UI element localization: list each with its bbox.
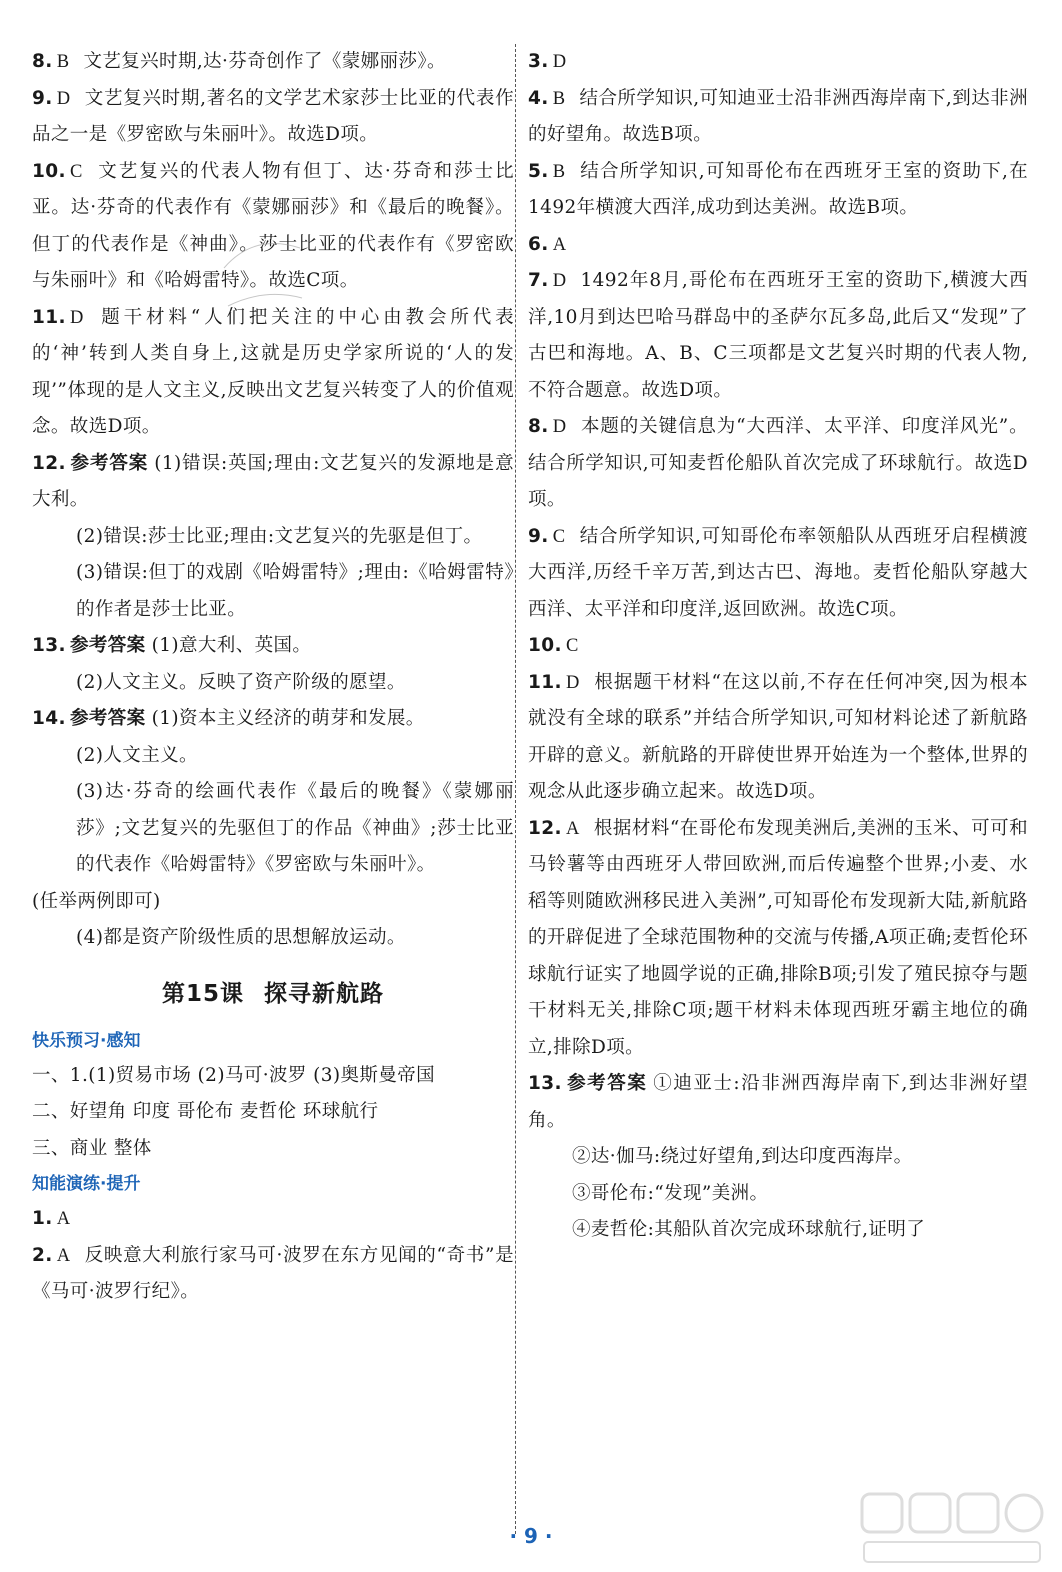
exercise-6: 6. A — [528, 233, 567, 255]
right-column — [528, 44, 1028, 1249]
exercise-13-part-3: ③哥伦布:“发现”美洲。 — [572, 1182, 769, 1204]
exercise-13-part-4: ④麦哲伦:其船队首次完成环球航行,证明了 — [572, 1219, 926, 1240]
exercise-10: 10. C — [528, 635, 579, 656]
exercise-2: 2. A 反映意大利旅行家马可·波罗在东方见闻的“奇书”是《马可·波罗行纪》。 — [32, 1244, 514, 1302]
answer-14-part-4: (4)都是资产阶级性质的思想解放运动。 — [76, 927, 406, 948]
section-heading-preview: 快乐预习·感知 — [32, 1030, 141, 1051]
exercise-9: 9. C 结合所学知识,可知哥伦布率领船队从西班牙启程横渡大西洋,历经千辛万苦,到达古巴、海地。麦哲伦船队穿越大西洋、太平洋和印度洋,返回欧洲。故选C项。 — [528, 525, 1028, 620]
section-heading-practice: 知能演练·提升 — [32, 1174, 141, 1194]
page-number: · 9 · — [509, 1524, 553, 1548]
exercise-13-part-2: ②达·伽马:绕过好望角,到达印度西海岸。 — [572, 1146, 913, 1167]
preview-item-1: 一、1.(1)贸易市场 (2)马可·波罗 (3)奥斯曼帝国 — [32, 1064, 436, 1086]
exercise-11: 11. D 根据题干材料“在这以前,不存在任何冲突,因为根本就没有全球的联系”并结合所学知识,可知材料论述了新航路开辟的意义。新航路的开辟使世界开始连为一个整体,世界的观念从此逐步确立起来。故选D项。 — [528, 671, 1028, 802]
answer-14: 14. 参考答案 (1)资本主义经济的萌芽和发展。 — [32, 708, 425, 729]
answer-12: 12. 参考答案 (1)错误:英国;理由:文艺复兴的发源地是意大利。 — [32, 452, 514, 510]
answer-12-part-3: (3)错误:但丁的戏剧《哈姆雷特》;理由:《哈姆雷特》的作者是莎士比亚。 — [76, 562, 514, 620]
exercise-5: 5. B 结合所学知识,可知哥伦布在西班牙王室的资助下,在1492年横渡大西洋,成功到达美洲。故选B项。 — [528, 160, 1028, 218]
answer-11: 11. D 题干材料“人们把关注的中心由教会所代表的‘神’转到人类自身上,这就是历史学家所说的‘人的发现’”体现的是人文主义,反映出文艺复兴转变了人的价值观念。故选D项。 — [32, 306, 514, 437]
answer-13: 13. 参考答案 (1)意大利、英国。 — [32, 635, 312, 656]
answer-13-part-2: (2)人文主义。反映了资产阶级的愿望。 — [76, 671, 406, 693]
watermark-graphic — [214, 228, 310, 316]
answer-10: 10. C 文艺复兴的代表人物有但丁、达·芬奇和莎士比亚。达·芬奇的代表作有《蒙娜丽莎》和《最后的晚餐》。但丁的代表作是《神曲》。莎士比亚的代表作有《罗密欧与朱丽叶》和《哈姆雷特》。故选C项。 — [32, 160, 514, 291]
exercise-13: 13. 参考答案 ①迪亚士:沿非洲西海岸南下,到达非洲好望角。 — [528, 1073, 1028, 1131]
preview-item-3: 三、商业 整体 — [32, 1137, 152, 1159]
lesson-title: 第15课 探寻新航路 — [161, 980, 384, 1007]
exercise-12: 12. A 根据材料“在哥伦布发现美洲后,美洲的玉米、可可和马铃薯等由西班牙人带回欧洲,而后传遍整个世界;小麦、水稻等则随欧洲移民进入美洲”,可知哥伦布发现新大陆,新航路的开辟促进了全球范围物种的交流与传播,A项正确;麦哲伦环球航行证实了地圆学说的正确,排除B项;引发了殖民掠夺与题干材料无关,排除C项;题干材料未体现西班牙霸主地位的确立,排除D项。 — [528, 817, 1028, 1058]
exercise-8: 8. D 本题的关键信息为“大西洋、太平洋、印度洋风光”。结合所学知识,可知麦哲伦船队首次完成了环球航行。故选D项。 — [528, 416, 1028, 510]
column-divider — [515, 44, 516, 1534]
exercise-7: 7. D 1492年8月,哥伦布在西班牙王室的资助下,横渡大西洋,10月到达巴哈马群岛中的圣萨尔瓦多岛,此后又“发现”了古巴和海地。A、B、C三项都是文艺复兴时期的代表人物,不符合题意。故选D项。 — [528, 270, 1028, 401]
watermark-stamp — [214, 228, 310, 316]
answer-9: 9. D 文艺复兴时期,著名的文学艺术家莎士比亚的代表作品之一是《罗密欧与朱丽叶》。故选D项。 — [32, 87, 514, 145]
exercise-4: 4. B 结合所学知识,可知迪亚士沿非洲西海岸南下,到达非洲的好望角。故选B项。 — [528, 87, 1028, 145]
exercise-3: 3. D — [528, 51, 567, 72]
answer-8: 8. B 文艺复兴时期,达·芬奇创作了《蒙娜丽莎》。 — [32, 51, 446, 72]
answer-14-part-2: (2)人文主义。 — [76, 744, 198, 766]
answer-14-part-3: (3)达·芬奇的绘画代表作《最后的晚餐》《蒙娜丽莎》;文艺复兴的先驱但丁的作品《神曲》;莎士比亚的代表作《哈姆雷特》《罗密欧与朱丽叶》。 — [76, 781, 514, 875]
preview-item-2: 二、好望角 印度 哥伦布 麦哲伦 环球航行 — [32, 1101, 379, 1122]
answer-14-note: (任举两例即可) — [32, 890, 161, 912]
exercise-1: 1. A — [32, 1208, 71, 1229]
answer-12-part-2: (2)错误:莎士比亚;理由:文艺复兴的先驱是但丁。 — [76, 525, 483, 547]
